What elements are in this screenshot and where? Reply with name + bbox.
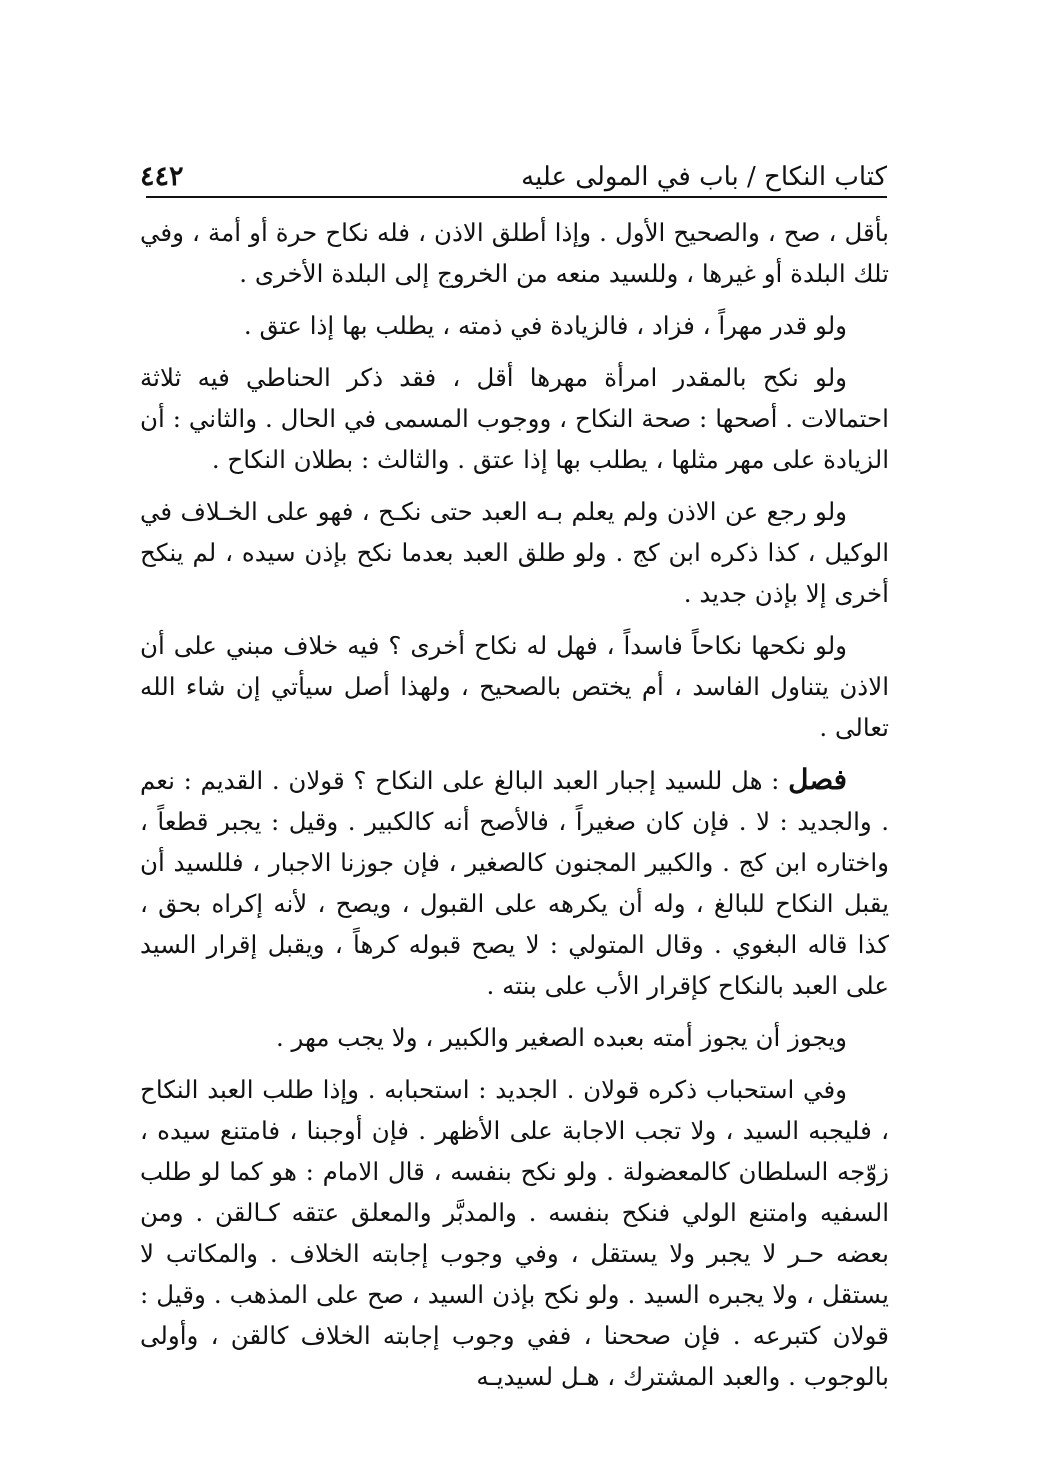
page-header bbox=[140, 152, 887, 192]
paragraph-text: : هل للسيد إجبار العبد البالغ على النكاح ؟ قولان . القديم : نعم . والجديد : لا . فإن كان صغيراً ، فالأصح أنه كالكبير . وقيل : يجبر قطعاً ، واختاره ابن كج . والكبير المجنون كالصغير ، فإن جوزنا الاجبار ، فللسيد أن يقبل النكاح للبالغ ، وله أن يكرهه على القبول ، ويصح ، لأنه إكراه بحق ، كذا قاله البغوي . وقال المتولي : لا يصح قبوله كرهاً ، ويقبل إقرار السيد على العبد بالنكاح كإقرار الأب على بنته . bbox=[140, 766, 889, 1000]
page-number: ٤٤٢ bbox=[140, 161, 184, 192]
paragraph bbox=[140, 305, 889, 346]
paragraph bbox=[140, 357, 889, 480]
paragraph-text: ولو قدر مهراً ، فزاد ، فالزيادة في ذمته ، يطلب بها إذا عتق . bbox=[243, 311, 847, 340]
page-body bbox=[140, 212, 889, 1408]
paragraph-text: ولو رجع عن الاذن ولم يعلم بـه العبد حتى نكـح ، فهو على الخـلاف في الوكيل ، كذا ذكره ابن كج . ولو طلق العبد بعدما نكح بإذن سيده ، لم ينكح أخرى إلا بإذن جديد . bbox=[140, 497, 889, 608]
paragraph-text: وفي استحباب ذكره قولان . الجديد : استحبابه . وإذا طلب العبد النكاح ، فليجبه السيد ، ولا تجب الاجابة على الأظهر . فإن أوجبنا ، فامتنع سيده ، زوّجه السلطان كالمعضولة . ولو نكح بنفسه ، قال الامام : هو كما لو طلب السفيه وامتنع الولي فنكح بنفسه . والمدبَّر والمعلق عتقه كـالقن . ومن بعضه حـر لا يجبر ولا يستقل ، وفي وجوب إجابته الخلاف . والمكاتب لا يستقل ، ولا يجبره السيد . ولو نكح بإذن السيد ، صح على المذهب . وقيل : قولان كتبرعه . فإن صححنا ، ففي وجوب إجابته الخلاف كالقن ، وأولى بالوجوب . والعبد المشترك ، هـل لسيديـه bbox=[140, 1075, 889, 1391]
paragraph bbox=[140, 212, 889, 294]
paragraph bbox=[140, 1069, 889, 1397]
paragraph bbox=[140, 1017, 889, 1058]
header-rule bbox=[146, 196, 887, 198]
paragraph-text: ولو نكحها نكاحاً فاسداً ، فهل له نكاح أخرى ؟ فيه خلاف مبني على أن الاذن يتناول الفاسد ، أم يختص بالصحيح ، ولهذا أصل سيأتي إن شاء الله تعالى . bbox=[140, 631, 889, 742]
paragraph-text: ولو نكح بالمقدر امرأة مهرها أقل ، فقد ذكر الحناطي فيه ثلاثة احتمالات . أصحها : صحة النكاح ، ووجوب المسمى في الحال . والثاني : أن الزيادة على مهر مثلها ، يطلب بها إذا عتق . والثالث : بطلان النكاح . bbox=[140, 363, 889, 474]
paragraph-text: ويجوز أن يجوز أمته بعبده الصغير والكبير ، ولا يجب مهر . bbox=[275, 1023, 847, 1052]
section-paragraph bbox=[140, 759, 889, 1006]
paragraph bbox=[140, 491, 889, 614]
running-title: كتاب النكاح / باب في المولى عليه bbox=[521, 162, 887, 192]
section-label: فصل bbox=[788, 763, 847, 796]
paragraph bbox=[140, 625, 889, 748]
paragraph-text: بأقل ، صح ، والصحيح الأول . وإذا أطلق الاذن ، فله نكاح حرة أو أمة ، وفي تلك البلدة أو غيرها ، وللسيد منعه من الخروج إلى البلدة الأخرى . bbox=[140, 218, 889, 288]
